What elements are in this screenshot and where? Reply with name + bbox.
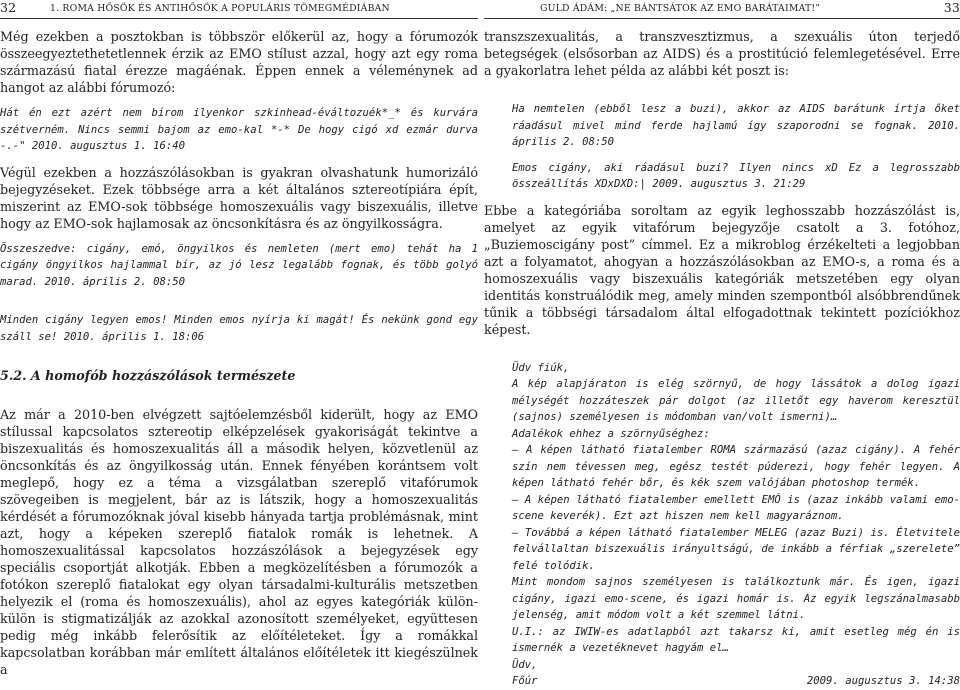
left-body <box>0 28 478 678</box>
paragraph: Ebbe a kategóriába soroltam az egyik leghosszabb hozzászólást is, amelyet az egyik vitafórum bejegyzője csatolt a 3. fotóhoz, „Buziemoscigány post” címmel. Ez a mikroblog érzékelteti a legjobban azt a folyamatot, ahogyan a hozzászólásokban az EMO-s, a roma és a homoszexuális vagy biszexuális kategóriák metszetében egy olyan identitás konstruálódik meg, amely minden szempontból alsóbbrendűnek tűnik a többségi társadalom által elfogadottnak tekintett pozíciókhoz képest. <box>484 202 960 337</box>
post-line: – A képen látható fiatalember emellett EMÓ is (azaz inkább valami emo-scene keverék). Ezt azt hiszen nem kell magyaráznom. <box>512 493 960 522</box>
post-line: – A képen látható fiatalember ROMA származású (azaz cigány). A fehér szín nem tévessen meg, egész testét púderezi, hogy fehér legyen. A képen látható fehér bőr, és kék szem valójában photoshop termék. <box>512 444 960 489</box>
post-signature <box>512 673 960 690</box>
post-line: Adalékok ehhez a szörnyűséghez: <box>512 427 710 440</box>
signature-date: 2009. augusztus 3. 14:38 <box>806 675 960 687</box>
post-line: Üdv fiúk, <box>512 361 570 374</box>
post-line: – Továbbá a képen látható fiatalember MELEG (azaz Buzi) is. Életvitele felvállaltan biszexuális irányultságú, de inkább a férfiak „szerelete” felé tolódik. <box>512 526 960 572</box>
paragraph: Még ezekben a posztokban is többször előkerül az, hogy a fórumozók összeegyeztethetetlennek érzik az EMO stílust azzal, hogy azt egy roma származású fiatal érezze magáénak. Éppen ennek a véleménynek ad hangot az alábbi fórumozó: <box>0 29 478 95</box>
right-page <box>484 0 960 687</box>
post-line: U.I.: az IWIW-es adatlapból azt takarsz ki, amit esetleg még én is ismernék a vezetéknevet hagyám el… <box>512 625 960 654</box>
post-line: Üdv, <box>512 658 538 671</box>
forum-quote: Minden cigány legyen emos! Minden emos nyírja ki magát! És nekünk gond egy száll se! 2010. április 1. 18:06 <box>0 314 478 343</box>
running-title: GULD ÁDÁM: „NE BÁNTSÁTOK AZ EMO BARÁTAIMAT!” <box>540 3 821 14</box>
paragraph: transzszexualitás, a transzvesztizmus, a szexuális úton terjedő betegségek (elsősorban az AIDS) és a prostitúció felemlegetésével. Erre a gyakorlatra lehet példa az alábbi két poszt is: <box>484 29 960 78</box>
section-heading: 5.2. A homofób hozzászólások természete <box>0 368 296 383</box>
running-header-right <box>484 0 960 19</box>
post-line: A kép alapjáraton is elég szörnyű, de hogy lássátok a dolog igazi mélységét hozzáteszek pár dolgot (az illetőt egy haverom keresztül (sajnos) személyesen is módomban van/volt ismerni)… <box>512 378 960 423</box>
paragraph: Az már a 2010-ben elvégzett sajtóelemzésből kiderült, hogy az EMO stílussal kapcsolatos sztereotip elképzelések gyakoriságát tekintve a biszexualitás és homoszexualitás áll a második helyen, közvetlenül az öncsonkítás és az öngyilkosság után. Ennek fényében korántsem volt meglepő, hogy ez a téma a vizsgálatban szereplő vitafórumok szövegeiben is megjelent, bár az is látszik, hogy a homoszexualitás kérdését a fórumozóknak jóval kisebb hányada tartja problémásnak, mint azt, hogy a képeken szereplő fiatalok romák is lehetnek. A homoszexualitással kapcsolatos hozzászólások a bejegyzések egy speciális csoportját alkotják. Ebben a megközelítésben a fórumozók a fotókon szereplő fiatalokat egy olyan társadalmi-kulturális metszetben helyezik el (roma és homoszexuális), ahol az egyes kategóriák külön-külön is stigmatizálják az azokkal azonosított személyeket, együttesen pedig még inkább felerősítik az előítéleteket. Így a romákkal kapcsolatban korábban már említett általános előítéletek itt kiegészülnek a <box>0 407 478 677</box>
paragraph: Végül ezekben a hozzászólásokban is gyakran olvashatunk humorizáló bejegyzéseket. Ezek többsége arra a két általános sztereotípiára épít, miszerint az EMO-sok többsége homoszexuális vagy biszexuális, illetve hogy az EMO-sok hajlamosak az öncsonkításra és az öngyilkosságra. <box>0 164 478 231</box>
page-number: 32 <box>0 0 17 15</box>
long-forum-post <box>484 360 960 690</box>
forum-quote: Összeszedve: cigány, emó, öngyilkos és nemleten (mert emo) tehát ha 1 cigány öngyilkos hajlammal bír, az jó lesz legalább fognak, és több golyó marad. 2010. április 2. 08:50 <box>0 242 478 288</box>
page-number: 33 <box>943 0 960 15</box>
signature-name: Főúr <box>512 675 538 687</box>
forum-quote: Hát én ezt azért nem bírom ilyenkor szkinhead-éváltozuék*_* és kurvára szétverném. Nincs semmi bajom az emo-kal *-* De hogy cigó xd ezmár durva -.-" 2010. augusztus 1. 16:40 <box>0 107 478 152</box>
right-body <box>484 28 960 690</box>
running-title: 1. ROMA HŐSÖK ÉS ANTIHŐSÖK A POPULÁRIS TÖMEGMÉDIÁBAN <box>50 3 390 14</box>
running-header-left <box>0 0 478 19</box>
forum-quote: Ha nemtelen (ebből lesz a buzi), akkor az AIDS barátunk írtja őket ráadásul mivel mind ferde hajlamú így szaporodni se fognak. 2010. április 2. 08:50 <box>512 103 960 148</box>
forum-quote: Emos cigány, aki ráadásul buzi? Ilyen nincs xD Ez a legrosszabb összeállítás XDxDXD:| 2009. augusztus 3. 21:29 <box>512 161 960 190</box>
post-line: Mint mondom sajnos személyesen is találkoztunk már. És igen, igazi cigány, igazi emo-scene, és igazi homár is. Az egyik legszánalmasabb jelenség, amit módom volt a két szemmel látni. <box>512 576 960 621</box>
left-page <box>0 0 478 677</box>
